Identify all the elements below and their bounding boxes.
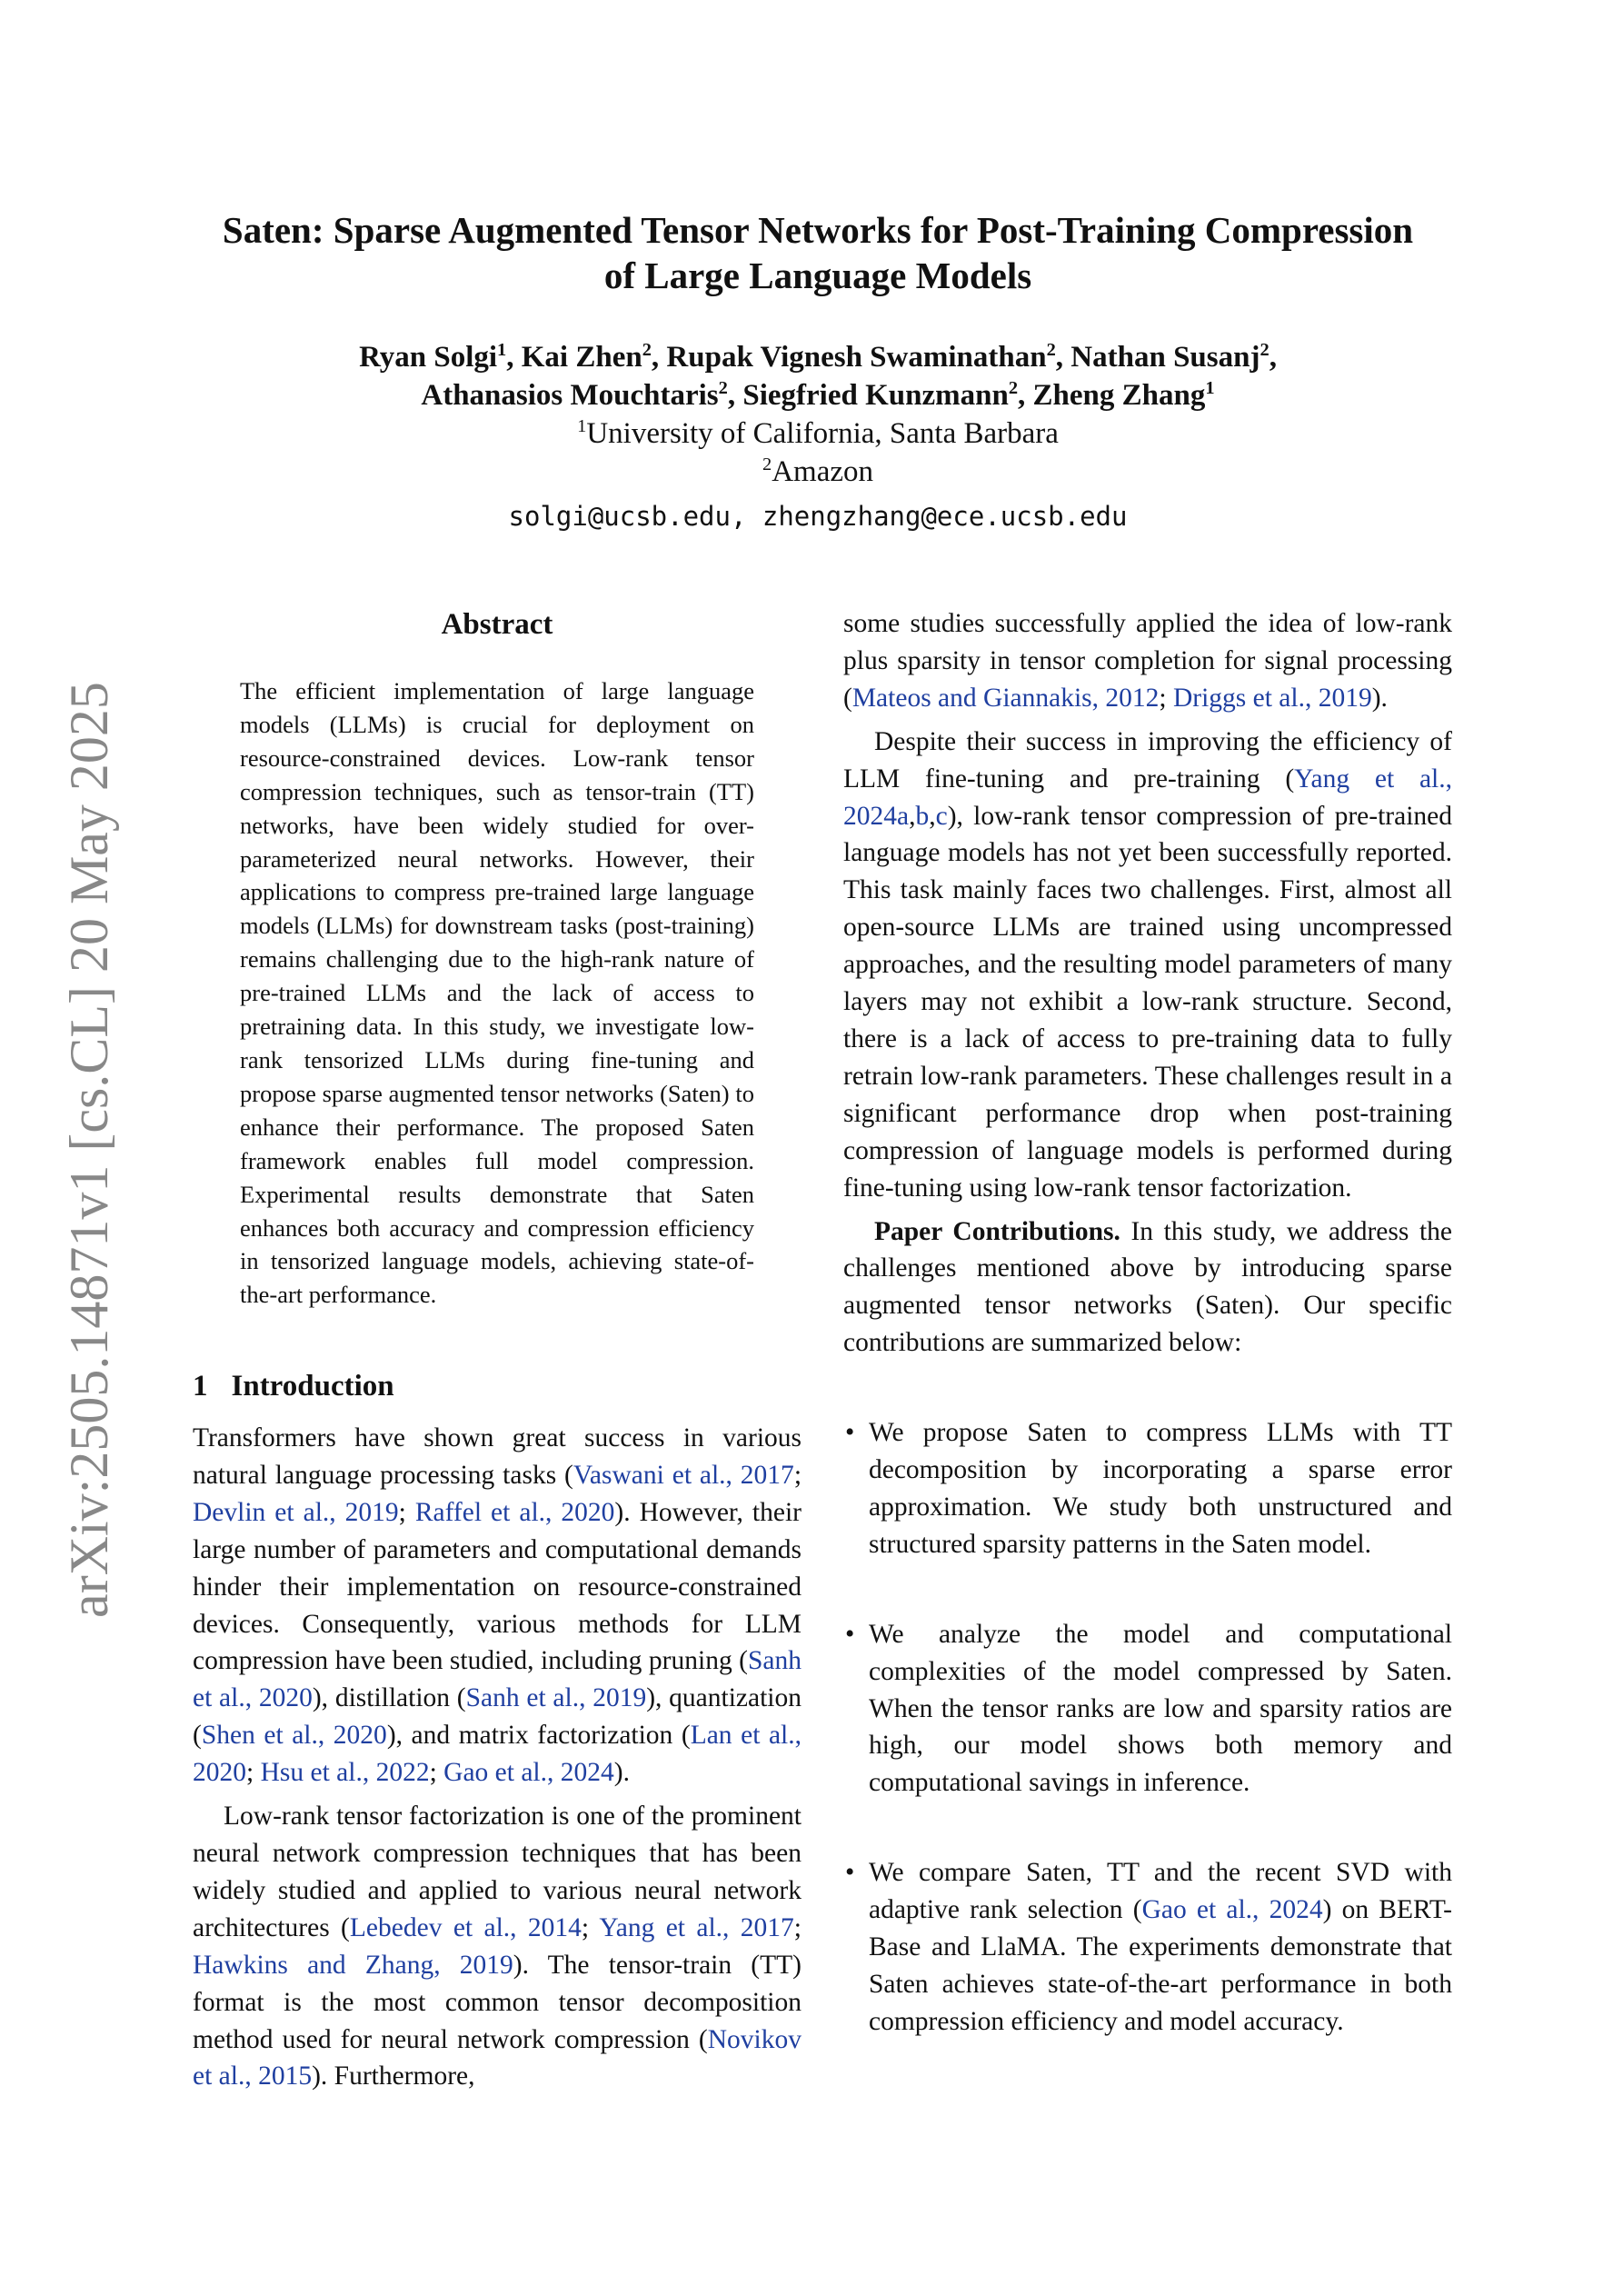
citation-link[interactable]: Gao et al., 2024 bbox=[1141, 1895, 1323, 1925]
arxiv-identifier: arXiv:2505.14871v1 [cs.CL] 20 May 2025 bbox=[59, 682, 119, 1618]
citation-link[interactable]: Lan et al., 2020 bbox=[193, 1721, 802, 1788]
author-name: , Zheng Zhang bbox=[1018, 379, 1206, 412]
citation-link[interactable]: Mateos and Giannakis, 2012 bbox=[851, 683, 1160, 713]
affiliation-mark: 2 bbox=[1260, 340, 1270, 360]
citation-link[interactable]: c bbox=[935, 801, 948, 831]
author-name: , Rupak Vignesh Swaminathan bbox=[651, 341, 1047, 374]
author-emails: solgi@ucsb.edu, zhengzhang@ece.ucsb.edu bbox=[508, 501, 1128, 532]
affiliation-mark: 2 bbox=[642, 340, 652, 360]
contribution-item: • We compare Saten, TT and the recent SVD with adaptive rank selection (Gao et al., 2024) on BERT-Base and LlaMA. The experiments demonstrate that Saten achieves state-of-the-art performance in both compression efficiency and model accuracy. bbox=[843, 1854, 1452, 2041]
author-name: Athanasios Mouchtaris bbox=[421, 379, 719, 412]
affiliation-mark: 2 bbox=[1046, 340, 1056, 360]
section-title: Introduction bbox=[231, 1370, 394, 1403]
contribution-item: • We propose Saten to compress LLMs with TT decomposition by incorporating a sparse error approximation. We study both unstructured and structured sparsity patterns in the Saten model. bbox=[843, 1414, 1452, 1563]
citation-link[interactable]: b bbox=[915, 801, 930, 831]
title-line-1: Saten: Sparse Augmented Tensor Networks for Post-Training Compression bbox=[222, 209, 1414, 251]
section-heading-introduction bbox=[193, 1367, 394, 1405]
intro-paragraph-1: Transformers have shown great success in various natural language processing tasks (Vaswani et al., 2017; Devlin et al., 2019; Raffel et al., 2020). However, their large number of parameters and computational demands hinder their implementation on resource-constrained devices. Consequently, various methods for LLM compression have been studied, including pruning (Sanh et al., 2020), distillation (Sanh et al., 2019), quantization (Shen et al., 2020), and matrix factorization (Lan et al., 2020; Hsu et al., 2022; Gao et al., 2024). bbox=[193, 1423, 802, 1788]
author-list bbox=[173, 338, 1463, 414]
citation-link[interactable]: Sanh et al., 2020 bbox=[193, 1646, 802, 1713]
author-line-1 bbox=[173, 338, 1463, 376]
citation-link[interactable]: Hsu et al., 2022 bbox=[260, 1758, 430, 1788]
citation-link[interactable]: Novikov et al., 2015 bbox=[193, 2024, 802, 2091]
citation-link[interactable]: Yang et al., 2024a bbox=[843, 764, 1452, 831]
section-number: 1 bbox=[193, 1370, 208, 1403]
intro-paragraph-3: some studies successfully applied the idea of low-rank plus sparsity in tensor completion for signal processing (Mateos and Giannakis, 2012; Driggs et al., 2019). bbox=[843, 609, 1452, 713]
affiliation-1: $^1$University of California, Santa Barbara bbox=[577, 416, 1059, 450]
contribution-item: • We analyze the model and computational complexities of the model compressed by Saten. When the tensor ranks are low and sparsity ratios are high, our model shows both memory and computational savings in inference. bbox=[843, 1616, 1452, 1802]
citation-link[interactable]: Devlin et al., 2019 bbox=[193, 1497, 399, 1527]
citation-link[interactable]: Lebedev et al., 2014 bbox=[349, 1912, 582, 1942]
affiliation-mark: 2 bbox=[718, 378, 728, 398]
author-separator: , bbox=[1269, 341, 1277, 374]
author-name: Ryan Solgi bbox=[359, 341, 498, 374]
citation-link[interactable]: Shen et al., 2020 bbox=[201, 1721, 387, 1751]
author-line-2 bbox=[173, 376, 1463, 414]
left-column-body bbox=[193, 1420, 802, 2095]
intro-paragraph-4: Despite their success in improving the efficiency of LLM fine-tuning and pre-training (Yang et al., 2024a,b,c), low-rank tensor compression of pre-trained language models has not yet been successfully reported. This task mainly faces two challenges. First, almost all open-source LLMs are trained using uncompressed approaches, and the resulting model parameters of many layers may not exhibit a low-rank structure. Second, there is a lack of access to pre-training data to fully retrain low-rank parameters. These challenges result in a significant performance drop when post-training compression of language models is performed during fine-tuning using low-rank tensor factorization. bbox=[843, 726, 1452, 1203]
citation-link[interactable]: Gao et al., 2024 bbox=[443, 1758, 614, 1788]
author-name: , Kai Zhen bbox=[506, 341, 642, 374]
paper-title bbox=[173, 207, 1463, 298]
right-column-body bbox=[843, 605, 1452, 2041]
author-name: , Siegfried Kunzmann bbox=[727, 379, 1009, 412]
citation-link[interactable]: Driggs et al., 2019 bbox=[1172, 683, 1372, 713]
citation-link[interactable]: Raffel et al., 2020 bbox=[414, 1497, 615, 1527]
contributions-list bbox=[843, 1414, 1452, 2041]
affiliation-2: $^2$Amazon bbox=[762, 454, 873, 488]
affiliation-mark: 1 bbox=[1205, 378, 1215, 398]
affiliation-mark: 2 bbox=[1008, 378, 1019, 398]
author-name: , Nathan Susanj bbox=[1055, 341, 1260, 374]
intro-paragraph-2: Low-rank tensor factorization is one of the prominent neural network compression techniques that has been widely studied and applied to various neural network architectures (Lebedev et al., 2014; Yang et al., 2017; Hawkins and Zhang, 2019). The tensor-train (TT) format is the most common tensor decomposition method used for neural network compression (Novikov et al., 2015). Furthermore, bbox=[193, 1802, 802, 2091]
contributions-label: Paper Contributions. bbox=[874, 1216, 1120, 1246]
title-line-2: of Large Language Models bbox=[603, 255, 1032, 296]
citation-link[interactable]: Sanh et al., 2019 bbox=[465, 1683, 647, 1713]
abstract-heading: Abstract bbox=[441, 608, 553, 641]
citation-link[interactable]: Yang et al., 2017 bbox=[599, 1912, 794, 1942]
citation-link[interactable]: Vaswani et al., 2017 bbox=[573, 1460, 794, 1490]
citation-link[interactable]: Hawkins and Zhang, 2019 bbox=[193, 1950, 513, 1980]
contributions-paragraph: Paper Contributions. In this study, we address the challenges mentioned above by introducing sparse augmented tensor networks (Saten). Our specific contributions are summarized below: bbox=[843, 1216, 1452, 1358]
abstract-text: The efficient implementation of large language models (LLMs) is crucial for deployment on resource-constrained devices. Low-rank tensor compression techniques, such as tensor-train (TT) networks, have been widely studied for over-parameterized neural networks. However, their applications to compress pre-trained large language models (LLMs) for downstream tasks (post-training) remains challenging due to the high-rank nature of pre-trained LLMs and the lack of access to pretraining data. In this study, we investigate low-rank tensorized LLMs during fine-tuning and propose sparse augmented tensor networks (Saten) to enhance their performance. The proposed Saten framework enables full model compression. Experimental results demonstrate that Saten enhances both accuracy and compression efficiency in tensorized language models, achieving state-of-the-art performance. bbox=[240, 677, 754, 1309]
affiliation-mark: 1 bbox=[497, 340, 507, 360]
